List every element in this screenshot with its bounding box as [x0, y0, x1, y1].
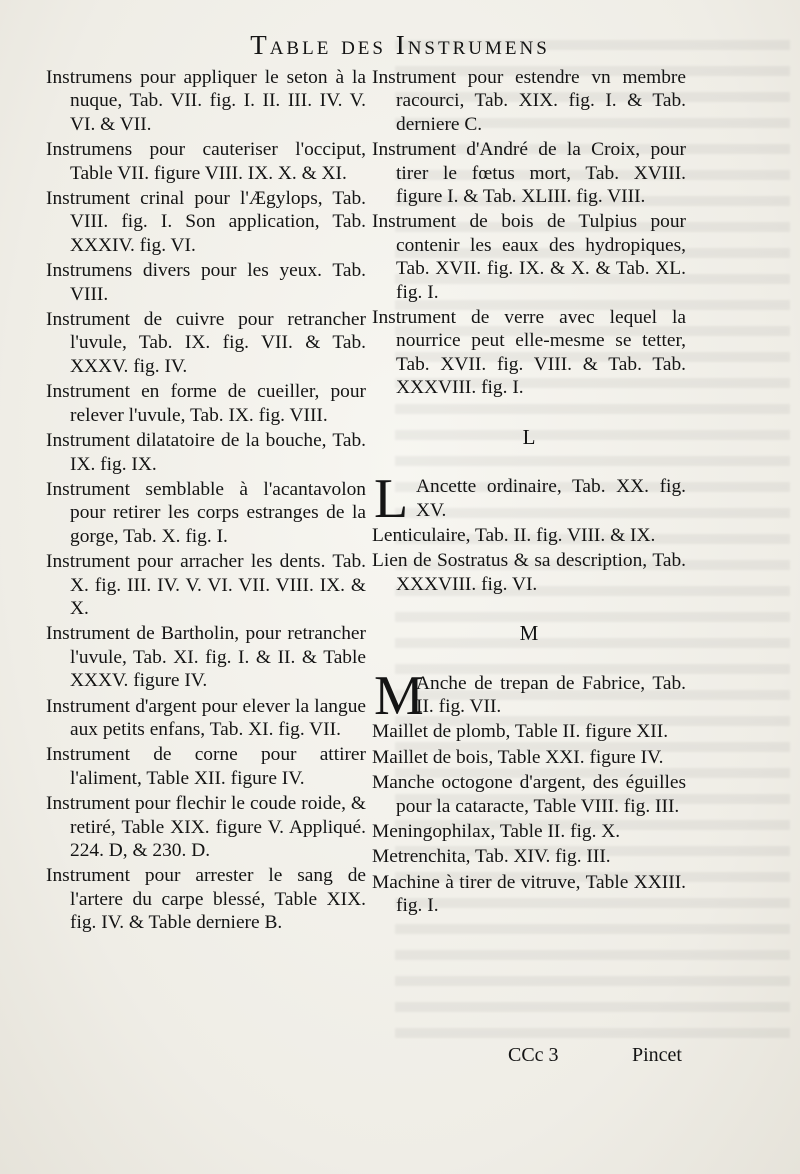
index-entry: Instrument de Bartholin, pour retrancher l'uvule, Tab. XI. fig. I. & II. & Table XXXV. figure IV.	[46, 623, 366, 692]
index-entry: Instrument pour arrester le sang de l'artere du carpe blessé, Table XIX. fig. IV. & Table derniere B.	[46, 865, 366, 934]
index-entry: Instrument dilatatoire de la bouche, Tab. IX. fig. IX.	[46, 430, 366, 475]
right-column	[372, 66, 686, 918]
index-entry: Maillet de plomb, Table II. figure XII.	[372, 721, 669, 743]
index-entry: Instrument pour flechir le coude roide, & retiré, Table XIX. figure V. Appliqué. 224. D, & 230. D.	[46, 793, 366, 861]
index-entry-first-l	[372, 468, 686, 531]
index-entry: Instrument de verre avec lequel la nourrice peut elle-mesme se tetter, Tab. XVII. fig. VIII. & Tab. Tab. XXXVIII. fig. I.	[372, 307, 686, 399]
index-entry: Instrument crinal pour l'Ægylops, Tab. VIII. fig. I. Son application, Tab. XXXIV. fig. VI.	[46, 188, 366, 256]
index-entry: Machine à tirer de vitruve, Table XXIII. fig. I.	[372, 871, 686, 917]
index-entry: Instrument de bois de Tulpius pour contenir les eaux des hydropiques, Tab. XVII. fig. IX. & X. & Tab. XL. fig. I.	[372, 211, 686, 303]
index-entry: Maillet de bois, Table XXI. figure IV.	[372, 746, 664, 768]
index-entry: Lien de Sostratus & sa description, Tab. XXXVIII. fig. VI.	[372, 550, 686, 595]
index-entry: Instrumens pour cauteriser l'occiput, Table VII. figure VIII. IX. X. & XI.	[46, 139, 366, 184]
index-entry-text: Ancette ordinaire, Tab. XX. fig. XV.	[416, 476, 686, 521]
running-header: Table des Instrumens	[250, 30, 550, 60]
index-entry: Manche octogone d'argent, des éguilles pour la cataracte, Table VIII. fig. III.	[372, 772, 686, 817]
index-entry: Lenticulaire, Tab. II. fig. VIII. & IX.	[372, 524, 656, 546]
drop-cap-m: M	[374, 664, 424, 727]
index-entry: Instrument d'argent pour elever la langue aux petits enfans, Tab. XI. fig. VII.	[46, 695, 366, 740]
index-entry: Instrument pour arracher les dents. Tab. X. fig. III. IV. V. VI. VII. VIII. IX. & X.	[46, 551, 366, 619]
index-entry-text: Anche de trepan de Fabrice, Tab. II. fig. VII.	[416, 672, 686, 717]
index-entry: Instrument de corne pour attirer l'aliment, Table XII. figure IV.	[46, 744, 366, 789]
section-heading-m: M	[519, 621, 539, 646]
signature-mark: CCc 3	[508, 1044, 559, 1066]
index-entry-first-m	[372, 664, 686, 727]
index-entry: Instrument d'André de la Croix, pour tirer le fœtus mort, Tab. XVIII. figure I. & Tab. XLIII. fig. VIII.	[372, 139, 686, 208]
index-entry: Instrument de cuivre pour retrancher l'uvule, Tab. IX. fig. VII. & Tab. XXXV. fig. IV.	[46, 309, 366, 377]
index-entry: Instrumens pour appliquer le seton à la nuque, Tab. VII. fig. I. II. III. IV. V. VI. & VII.	[46, 67, 366, 135]
index-entry: Instrument en forme de cueiller, pour relever l'uvule, Tab. IX. fig. VIII.	[46, 381, 366, 426]
left-column	[46, 66, 366, 935]
section-heading-l: L	[522, 424, 536, 449]
index-entry: Metrenchita, Tab. XIV. fig. III.	[372, 846, 611, 868]
catchword: Pincet	[632, 1044, 682, 1066]
index-entry: Instrument pour estendre vn membre racourci, Tab. XIX. fig. I. & Tab. derniere C.	[372, 67, 686, 135]
index-entry: Instrument semblable à l'acantavolon pour retirer les corps estranges de la gorge, Tab. X. fig. I.	[46, 478, 366, 547]
index-entry: Meningophilax, Table II. fig. X.	[372, 820, 621, 842]
index-entry: Instrumens divers pour les yeux. Tab. VIII.	[46, 260, 366, 305]
drop-cap-l: L	[374, 468, 409, 531]
